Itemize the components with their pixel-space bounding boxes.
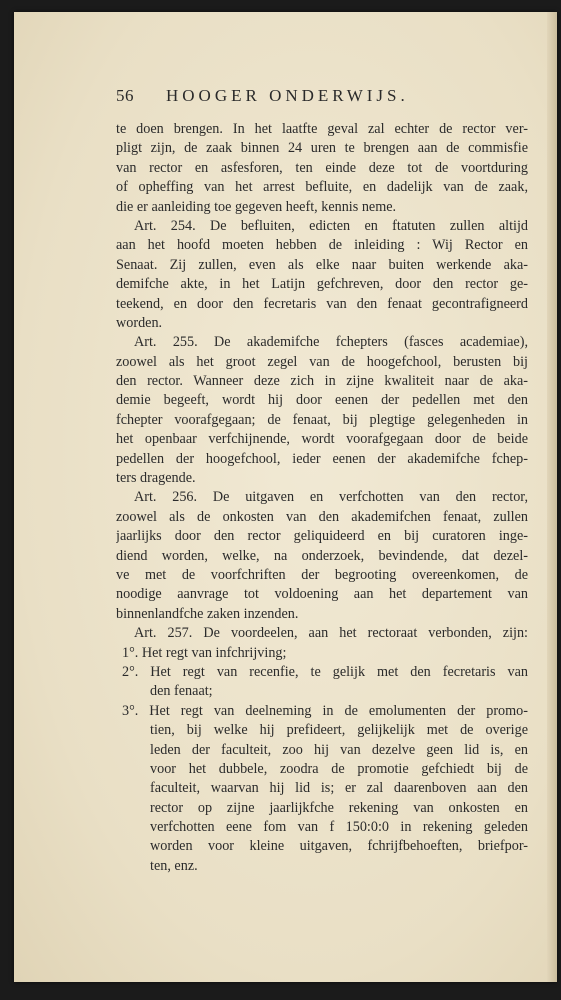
text-line: ve met de voorfchriften der begrooting overeenkomen, de <box>116 566 528 583</box>
text-line: pedellen der hoogefchool, ieder eenen der akademifche fchep- <box>116 450 528 467</box>
list-item-1: 1°. Het regt van infchrijving; <box>122 644 287 661</box>
text-line: of opheffing van het arrest befluite, en dadelijk van de zaak, <box>116 179 528 196</box>
article-255-line: Art. 255. De akademifche fchepters (fasces academiae), <box>134 334 528 351</box>
text-line: demie begeeft, wordt hij door eenen der pedellen met den <box>116 392 528 409</box>
running-title: HOOGER ONDERWIJS. <box>166 86 409 105</box>
text-line: die er aanleiding toe gegeven heeft, kennis neme. <box>116 198 397 215</box>
page-number: 56 <box>116 86 134 105</box>
text-line: fchepter voorafgegaan; de fenaat, bij plegtige gelegenheden in <box>116 411 528 428</box>
text-line: teekend, en door den fecretaris van den fenaat gecontrafigneerd <box>116 295 528 312</box>
text-line: worden. <box>116 314 163 331</box>
list-item-3-cont: faculteit, waarvan hij lid is; er zal daarenboven aan den <box>150 780 528 797</box>
list-item-2: 2°. Het regt van recenfie, te gelijk met den fecretaris van <box>122 663 528 680</box>
text-line: zoowel als het groot zegel van de hoogefchool, berusten bij <box>116 353 528 370</box>
text-line: zoowel als de onkosten van den akademifchen fenaat, zullen <box>116 508 528 525</box>
text-line: den rector. Wanneer deze zich in zijne kwaliteit naar de aka- <box>116 373 528 390</box>
list-item-3-cont: voor het dubbele, zoodra de promotie gefchiedt bij de <box>150 760 528 777</box>
list-item-3-cont: ten, enz. <box>150 857 198 874</box>
article-254-line: Art. 254. De befluiten, edicten en ftatuten zullen altijd <box>134 217 528 234</box>
list-item-3-cont: leden der faculteit, zoo hij van dezelve geen lid is, en <box>150 741 528 758</box>
text-line: te doen brengen. In het laatfte geval zal echter de rector ver- <box>116 121 528 137</box>
text-line: diend worden, welke, na onderzoek, bevindende, dat dezel- <box>116 547 528 564</box>
article-257-line: Art. 257. De voordeelen, aan het rectoraat verbonden, zijn: <box>134 625 528 642</box>
text-line: aan het hoofd moeten hebben de inleiding : Wij Rector en <box>116 237 528 254</box>
list-item-3-cont: worden voor kleine uitgaven, fchrijfbehoeften, briefpor- <box>150 838 528 855</box>
text-line: het openbaar verfchijnende, wordt voorafgegaan door de beide <box>116 431 528 448</box>
text-line: jaarlijks door den rector geliquideerd en bij curatoren inge- <box>116 528 528 545</box>
page-gutter <box>547 12 557 982</box>
list-item-3-cont: verfchotten eene fom van f 150:0:0 in rekening geleden <box>150 819 528 836</box>
list-item-3-cont: tien, bij welke hij prefideert, gelijkelijk met de overige <box>150 722 528 739</box>
text-line: Senaat. Zij zullen, even als elke naar buiten werkende aka- <box>116 256 528 273</box>
article-256-line: Art. 256. De uitgaven en verfchotten van den rector, <box>134 489 528 506</box>
text-line: noodige aanvrage tot voldoening aan het departement van <box>116 586 528 603</box>
text-line: pligt zijn, de zaak binnen 24 uren te brengen aan de commisfie <box>116 140 528 157</box>
text-line: van rector en asfesforen, ten einde deze tot de voortduring <box>116 159 528 176</box>
text-line: binnenlandfche zaken inzenden. <box>116 605 299 622</box>
text-line: ters dragende. <box>116 470 196 487</box>
list-item-3: 3°. Het regt van deelneming in de emolumenten der promo- <box>122 702 528 719</box>
list-item-3-cont: rector op zijne jaarlijkfche rekening van onkosten en <box>150 799 528 816</box>
page-header <box>116 86 476 108</box>
page-body <box>116 120 528 876</box>
list-item-2-cont: den fenaat; <box>150 683 213 700</box>
text-line: demifche akte, in het Latijn gefchreven, door den rector ge- <box>116 276 528 293</box>
